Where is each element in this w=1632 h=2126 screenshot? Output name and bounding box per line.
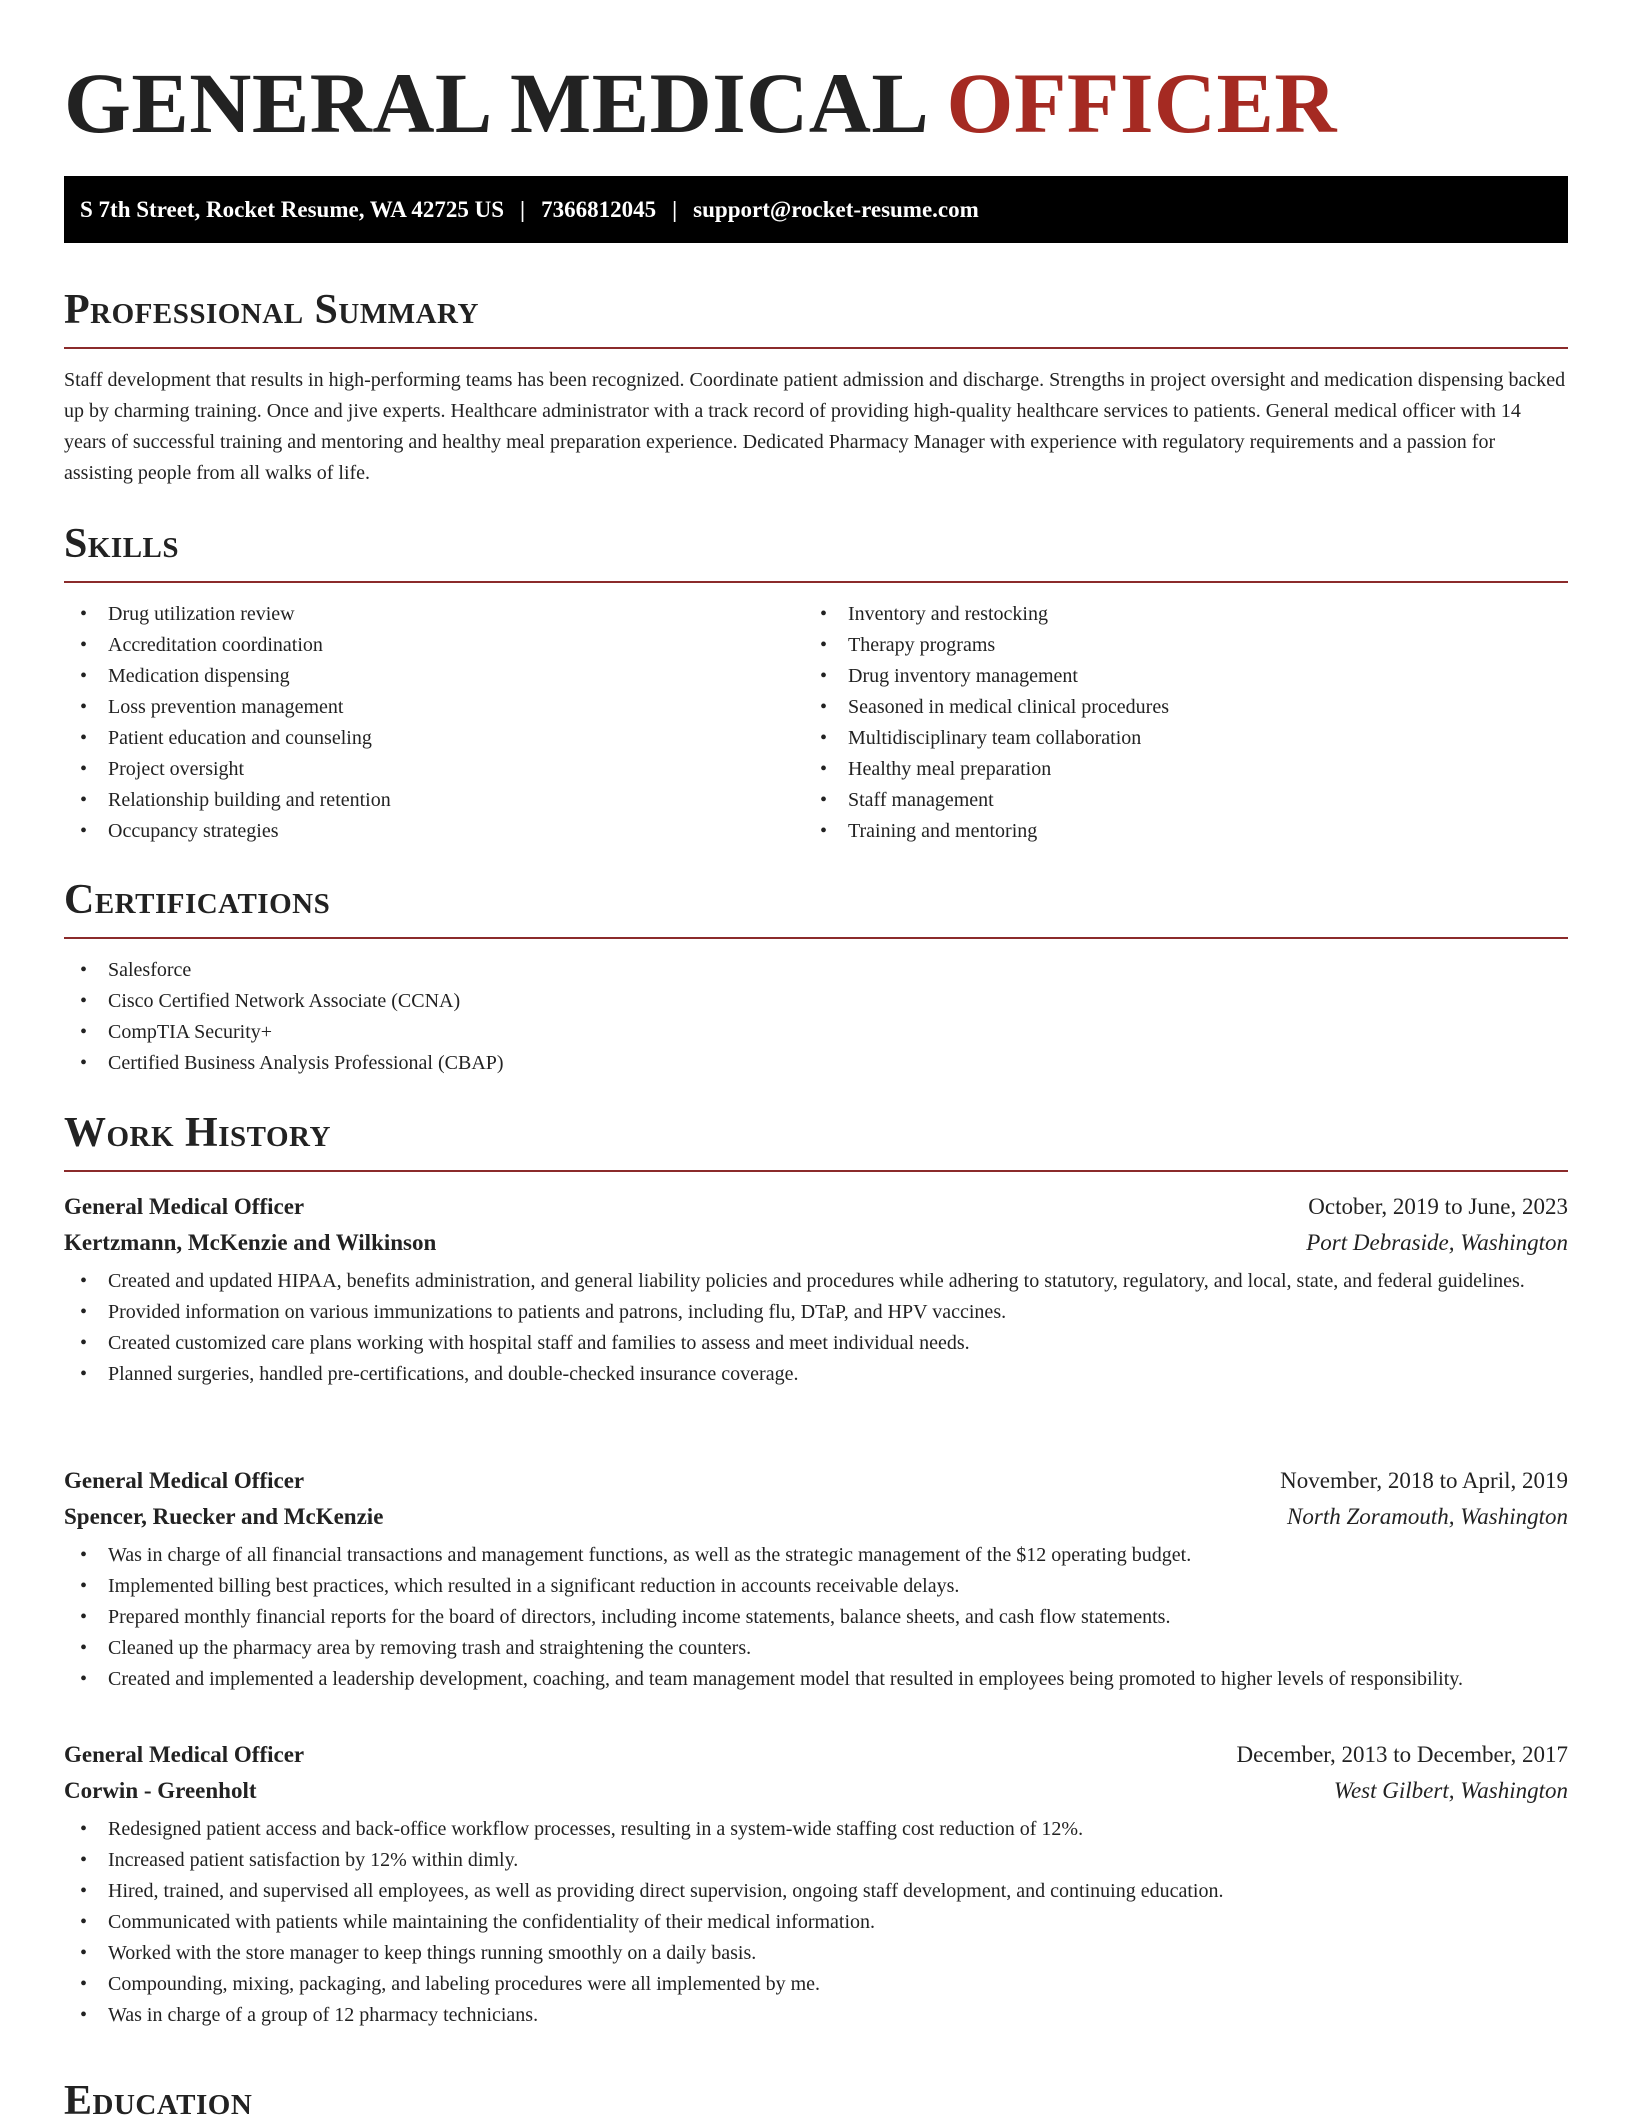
job-bullets [64, 1266, 1568, 1390]
education-heading: Education [64, 2078, 253, 2124]
skill-item: • Training and mentoring [804, 816, 1544, 847]
job-bullet: • Created and updated HIPAA, benefits administration, and general liability policies and procedures while adhering to statutory, regulatory, and local, state, and federal guidelines. [64, 1266, 1568, 1297]
job-company-row [64, 1504, 1568, 1540]
title-main: GENERAL MEDICAL [64, 55, 925, 151]
certification-item: • CompTIA Security+ [64, 1017, 1568, 1048]
job-header-row [64, 1468, 1568, 1504]
job-title: General Medical Officer [64, 1742, 305, 1767]
job-bullets [64, 1540, 1568, 1695]
section-divider [64, 937, 1568, 939]
resume-title [64, 52, 1337, 155]
job-bullet: • Prepared monthly financial reports for the board of directors, including income statements, balance sheets, and cash flow statements. [64, 1602, 1568, 1633]
job-company: Spencer, Ruecker and McKenzie [64, 1504, 384, 1529]
job-location: North Zoramouth, Washington [1287, 1504, 1568, 1529]
education-section [64, 2076, 1568, 2126]
job-bullet: • Worked with the store manager to keep things running smoothly on a daily basis. [64, 1938, 1568, 1969]
skills-heading: Skills [64, 521, 180, 567]
job-bullet: • Compounding, mixing, packaging, and labeling procedures were all implemented by me. [64, 1969, 1568, 2000]
skill-item: • Accreditation coordination [64, 630, 804, 661]
skill-item: • Loss prevention management [64, 692, 804, 723]
skill-item: • Staff management [804, 785, 1544, 816]
job-company-row [64, 1230, 1568, 1266]
job-company: Kertzmann, McKenzie and Wilkinson [64, 1230, 437, 1255]
job-bullet: • Was in charge of a group of 12 pharmacy technicians. [64, 2000, 1568, 2031]
job-bullet: • Increased patient satisfaction by 12% within dimly. [64, 1845, 1568, 1876]
contact-bar [64, 176, 1568, 243]
contact-address: S 7th Street, Rocket Resume, WA 42725 US [80, 196, 504, 222]
skills-columns [64, 599, 1568, 847]
skill-item: • Therapy programs [804, 630, 1544, 661]
job-bullet: • Planned surgeries, handled pre-certifications, and double-checked insurance coverage. [64, 1359, 1568, 1390]
job-bullet: • Redesigned patient access and back-office workflow processes, resulting in a system-wide staffing cost reduction of 12%. [64, 1814, 1568, 1845]
summary-section [64, 285, 1568, 489]
job-bullet: • Implemented billing best practices, which resulted in a significant reduction in accounts receivable delays. [64, 1571, 1568, 1602]
job-bullets [64, 1814, 1568, 2031]
certification-item: • Certified Business Analysis Professional (CBAP) [64, 1048, 1568, 1079]
section-divider [64, 1170, 1568, 1172]
work-history-section [64, 1108, 1568, 1172]
contact-separator: | [672, 196, 678, 222]
certifications-heading: Certifications [64, 877, 331, 923]
contact-email[interactable]: support@rocket-resume.com [693, 196, 979, 222]
job-header-row [64, 1194, 1568, 1230]
job-bullet: • Provided information on various immunizations to patients and patrons, including flu, DTaP, and HPV vaccines. [64, 1297, 1568, 1328]
skill-item: • Project oversight [64, 754, 804, 785]
skills-section [64, 519, 1568, 847]
skill-item: • Medication dispensing [64, 661, 804, 692]
skills-list-right [804, 599, 1544, 847]
summary-text: Staff development that results in high-performing teams has been recognized. Coordinate patient admission and discharge. Strengths in project oversight and medication dispensing backed up by charming training. Once and jive experts. Healthcare administrator with a track record of providing high-quality healthcare services to patients. General medical officer with 14 years of successful training and mentoring and healthy meal preparation experience. Dedicated Pharmacy Manager with experience with regulatory requirements and a passion for assisting people from all walks of life. [64, 369, 1566, 485]
contact-phone: 7366812045 [541, 196, 657, 222]
job-bullet: • Was in charge of all financial transactions and management functions, as well as the strategic management of the $12 operating budget. [64, 1540, 1568, 1571]
job-entry [64, 1742, 1568, 2031]
skill-item: • Seasoned in medical clinical procedures [804, 692, 1544, 723]
job-location: Port Debraside, Washington [1306, 1230, 1568, 1255]
skills-list-left [64, 599, 804, 847]
job-company: Corwin - Greenholt [64, 1778, 257, 1803]
job-bullet: • Hired, trained, and supervised all employees, as well as providing direct supervision, ongoing staff development, and continuing education. [64, 1876, 1568, 1907]
job-bullet: • Cleaned up the pharmacy area by removing trash and straightening the counters. [64, 1633, 1568, 1664]
job-dates: November, 2018 to April, 2019 [1280, 1468, 1568, 1493]
job-entry [64, 1194, 1568, 1390]
summary-heading: Professional Summary [64, 287, 479, 333]
job-title: General Medical Officer [64, 1468, 305, 1493]
skill-item: • Multidisciplinary team collaboration [804, 723, 1544, 754]
job-bullet: • Created and implemented a leadership development, coaching, and team management model that resulted in employees being promoted to higher levels of responsibility. [64, 1664, 1568, 1695]
skill-item: • Drug utilization review [64, 599, 804, 630]
job-company-row [64, 1778, 1568, 1814]
skill-item: • Healthy meal preparation [804, 754, 1544, 785]
job-title: General Medical Officer [64, 1194, 305, 1219]
skill-item: • Patient education and counseling [64, 723, 804, 754]
section-divider [64, 581, 1568, 583]
section-divider [64, 347, 1568, 349]
job-entry [64, 1468, 1568, 1695]
job-dates: October, 2019 to June, 2023 [1308, 1194, 1568, 1219]
skill-item: • Drug inventory management [804, 661, 1544, 692]
skill-item: • Inventory and restocking [804, 599, 1544, 630]
job-bullet: • Communicated with patients while maintaining the confidentiality of their medical information. [64, 1907, 1568, 1938]
title-accent: OFFICER [946, 55, 1337, 151]
job-bullet: • Created customized care plans working with hospital staff and families to assess and meet individual needs. [64, 1328, 1568, 1359]
certifications-list [64, 955, 1568, 1079]
job-dates: December, 2013 to December, 2017 [1236, 1742, 1568, 1767]
job-header-row [64, 1742, 1568, 1778]
skill-item: • Relationship building and retention [64, 785, 804, 816]
skill-item: • Occupancy strategies [64, 816, 804, 847]
contact-separator: | [520, 196, 526, 222]
job-location: West Gilbert, Washington [1333, 1778, 1568, 1803]
certification-item: • Cisco Certified Network Associate (CCNA) [64, 986, 1568, 1017]
certifications-section [64, 875, 1568, 1079]
work-history-heading: Work History [64, 1110, 331, 1156]
certification-item: • Salesforce [64, 955, 1568, 986]
